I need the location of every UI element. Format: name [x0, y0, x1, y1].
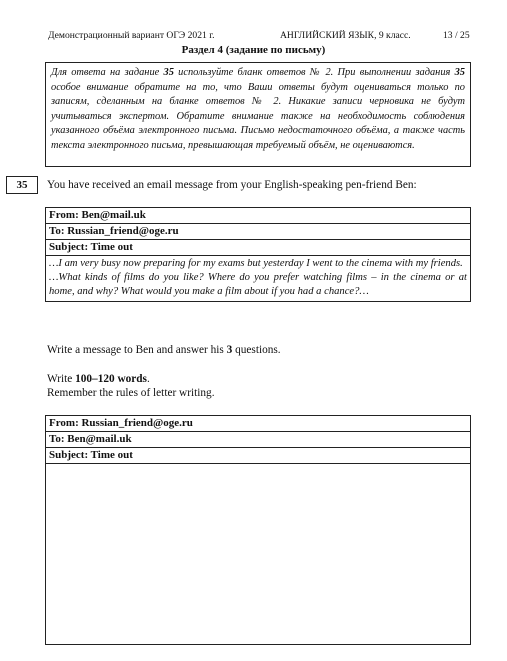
reply-email-subject: Subject: Time out: [46, 448, 470, 464]
instructions-box: [45, 62, 471, 167]
reply-email-answer-area[interactable]: [46, 464, 470, 648]
incoming-email-subject: Subject: Time out: [46, 240, 470, 256]
incoming-email-to: To: Russian_friend@oge.ru: [46, 224, 470, 240]
task-number-badge: 35: [6, 176, 38, 194]
writing-instruction-text: Write a message to Ben and answer his: [47, 344, 227, 356]
writing-instruction: [47, 344, 281, 356]
word-count-text: Write: [47, 373, 76, 385]
reply-email-form: [45, 415, 471, 645]
header-exam-title: Демонстрационный вариант ОГЭ 2021 г.: [48, 30, 215, 41]
word-count-requirement: [47, 373, 150, 385]
task-intro: You have received an email message from your English-speaking pen-friend Ben:: [47, 179, 417, 191]
instructions-task-number: 35: [163, 67, 174, 78]
header-subject: АНГЛИЙСКИЙ ЯЗЫК, 9 класс.: [280, 30, 411, 41]
writing-instruction-end: questions.: [232, 344, 281, 356]
instructions-text-2: используйте бланк ответов № 2. При выполнении задания: [173, 67, 455, 78]
word-range: 100–120 words: [75, 373, 147, 385]
reply-email-from: From: Russian_friend@oge.ru: [46, 416, 470, 432]
instructions-text-1: Для ответа на задание: [51, 67, 164, 78]
reply-email-to: To: Ben@mail.uk: [46, 432, 470, 448]
instructions-text-3: особое внимание обратите на то, что Ваши ответы будут оцениваться только по записям, сделанным на бланке ответов № 2. Никакие записи черновика не будут учитываться экспертом. Обратите внимание также на необходимость соблюдения указанного объёма электронного письма. Письмо недостаточного объёма, а также часть текста электронного письма, превышающая требуемый объём, не оцениваются.: [51, 81, 465, 151]
section-title: Раздел 4 (задание по письму): [181, 44, 326, 56]
word-count-end: .: [146, 373, 150, 385]
incoming-email-paragraph-2: …What kinds of films do you like? Where do you prefer watching films – in the cinema or at home, and why? What would you make a film about if you had a chance?…: [49, 272, 467, 297]
incoming-email-from: From: Ben@mail.uk: [46, 208, 470, 224]
letter-rules-reminder: Remember the rules of letter writing.: [47, 387, 215, 399]
incoming-email-body: [46, 256, 470, 301]
incoming-email: [45, 207, 471, 302]
header-page-number: 13 / 25: [443, 30, 470, 41]
instructions-task-number-repeat: 35: [454, 67, 465, 78]
questions-count: 3: [226, 344, 233, 356]
incoming-email-paragraph-1: …I am very busy now preparing for my exams but yesterday I went to the cinema with my friends.: [49, 258, 463, 269]
